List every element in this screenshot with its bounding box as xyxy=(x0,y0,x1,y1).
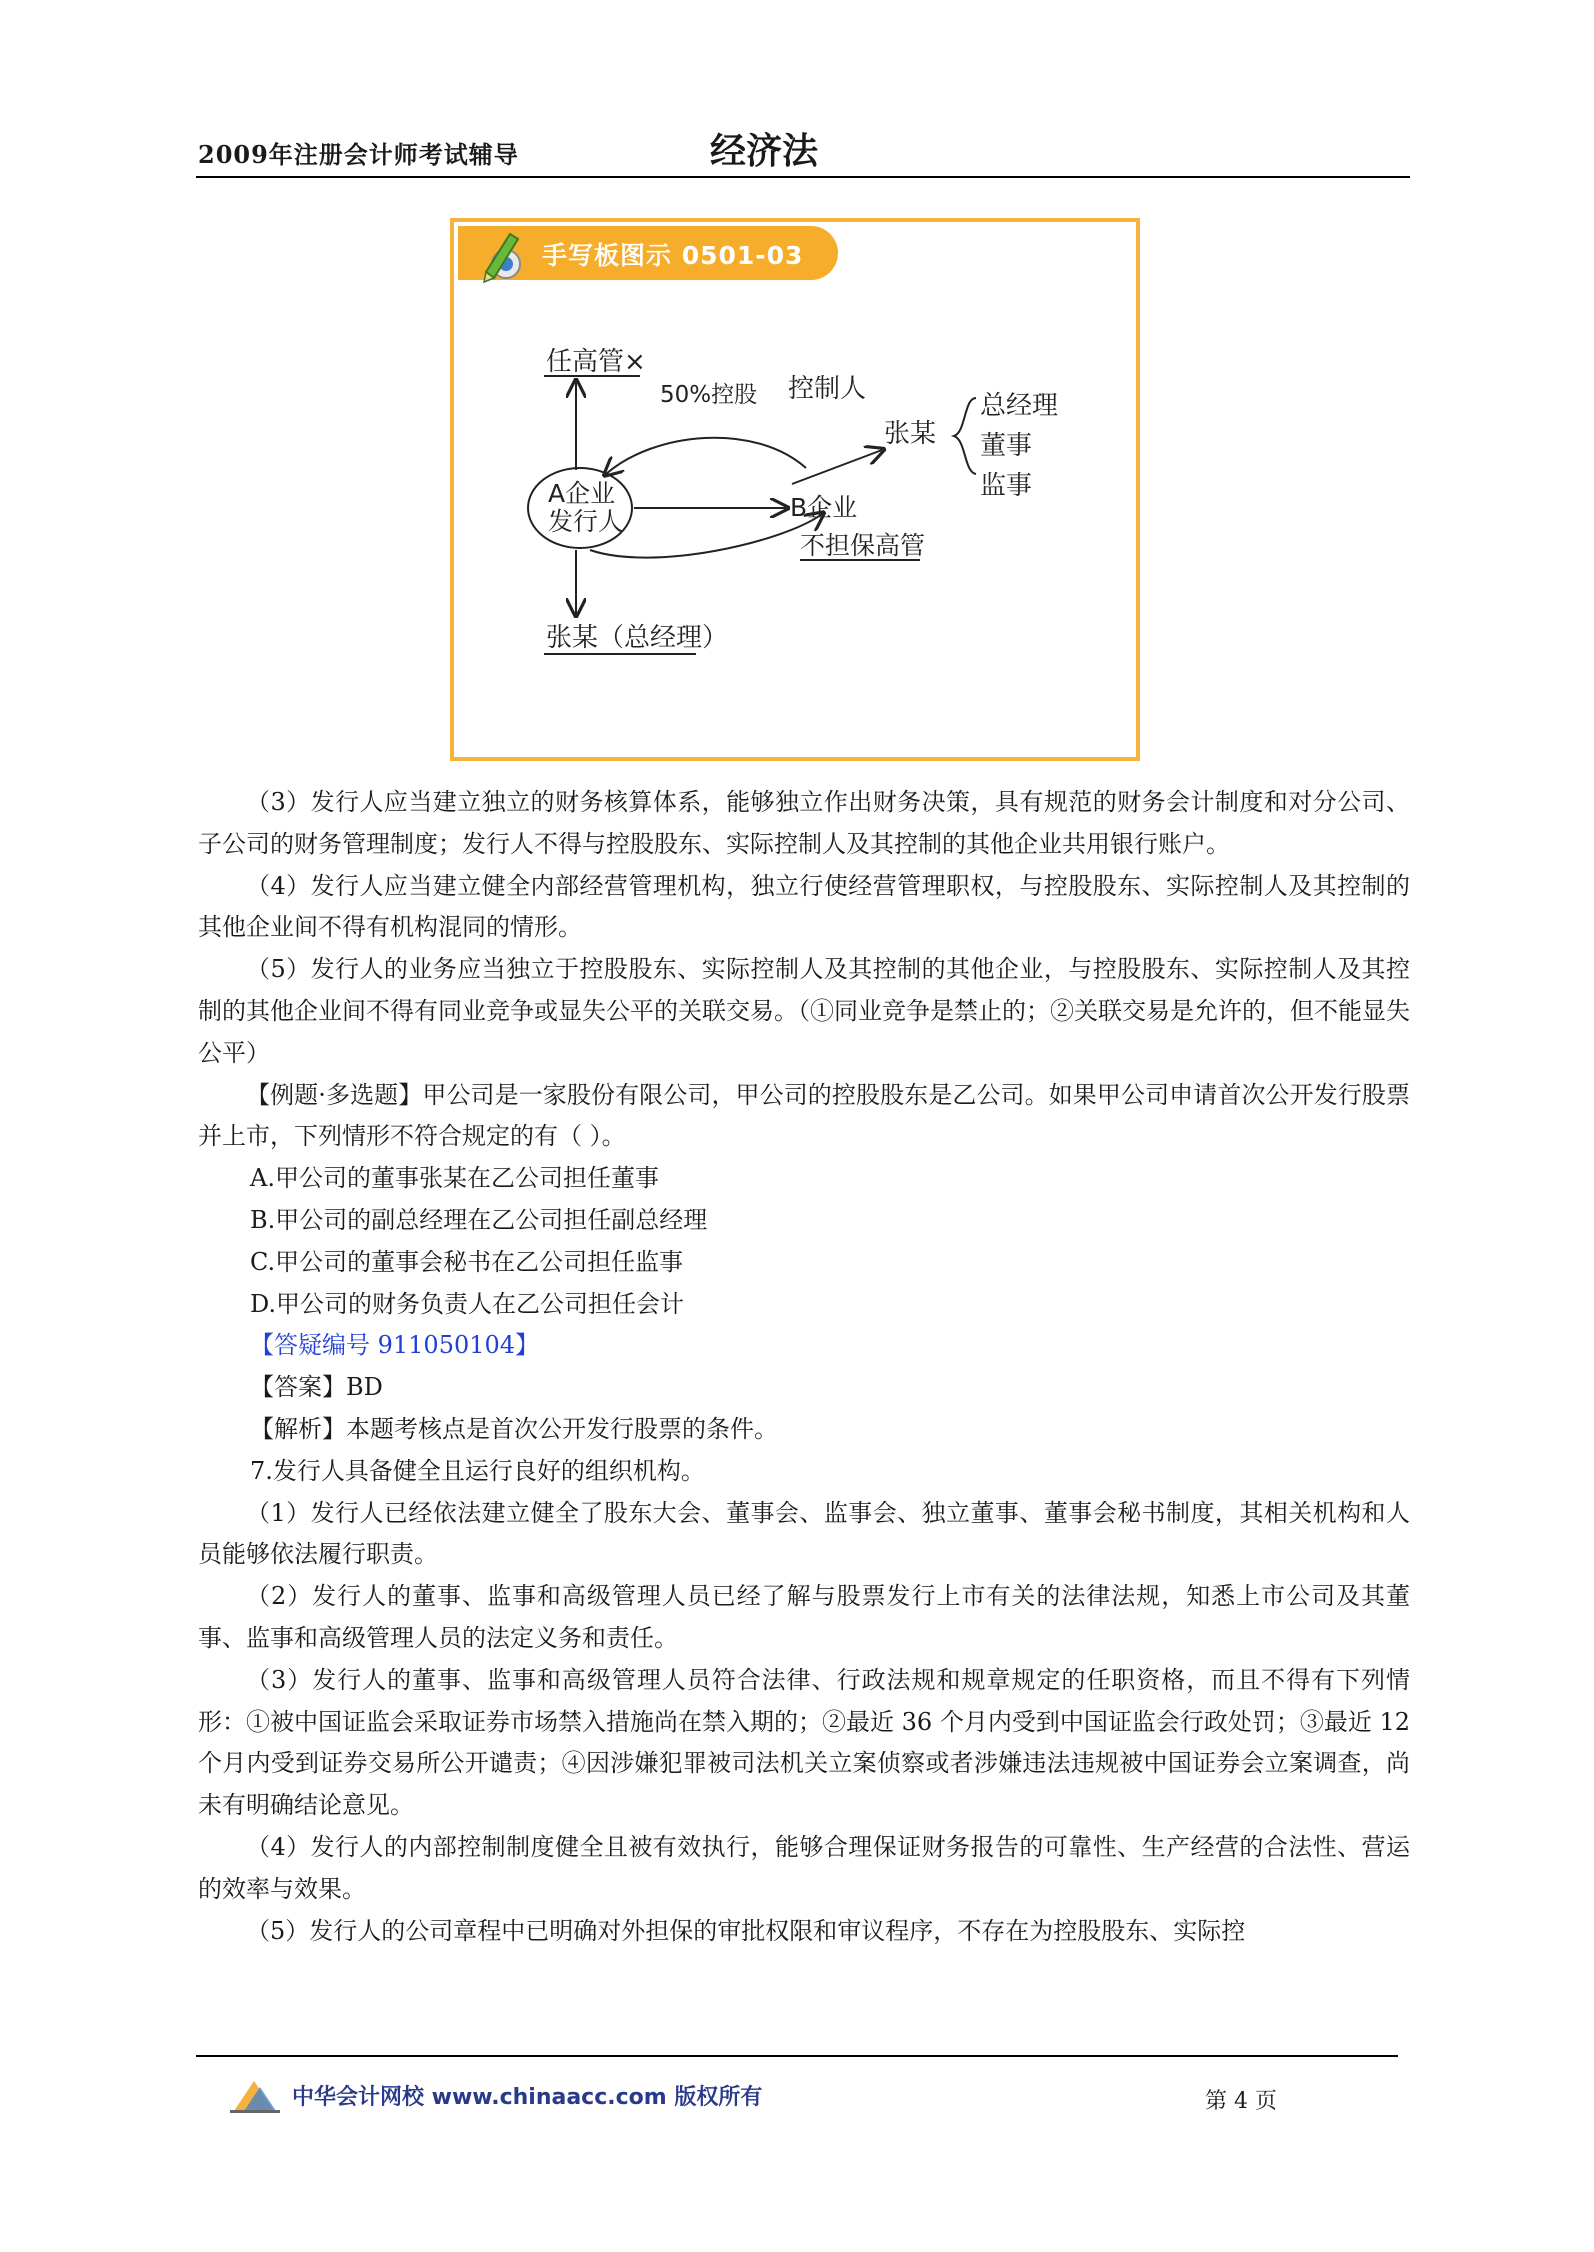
header-subject: 经济法 xyxy=(710,130,819,172)
label-b-enterprise: B企业 xyxy=(790,493,858,522)
page-number: 第 4 页 xyxy=(1205,2089,1277,2114)
body-paragraph: （5）发行人的公司章程中已明确对外担保的审批权限和审议程序，不存在为控股股东、实际控 xyxy=(246,1916,1246,1945)
body-paragraph: B.甲公司的副总经理在乙公司担任副总经理 xyxy=(250,1205,708,1234)
label-ren-gaoguan: 任高管× xyxy=(546,347,646,377)
body-paragraph: （3）发行人的董事、监事和高级管理人员符合法律、行政法规和规章规定的任职资格，而且不得有下列情形：①被中国证监会采取证券市场禁入措施尚在禁入期的；②最近 36 个月内受到中国证监会行政处罚；③最近 12 个月内受到证券交易所公开谴责；④因涉嫌犯罪被司法机关立案侦察或者涉嫌违法违规被中国证券会立案调查，尚未有明确结论意见。 xyxy=(198,1665,1410,1820)
footer-brand: 中华会计网校 www.chinaacc.com 版权所有 xyxy=(292,2085,763,2110)
school-logo-icon xyxy=(230,2077,280,2115)
brace-roles xyxy=(954,398,976,474)
label-zhang-mou: 张某 xyxy=(884,419,937,449)
label-controller: 控制人 xyxy=(788,374,867,404)
header-course-title: 2009年注册会计师考试辅导 xyxy=(198,140,519,169)
label-issuer: 发行人 xyxy=(548,507,624,536)
page-header xyxy=(196,118,1410,178)
label-supervisor: 监事 xyxy=(980,471,1033,501)
label-holding: 50%控股 xyxy=(660,382,758,408)
body-text xyxy=(198,782,1410,1952)
handwriting-board-figure xyxy=(450,218,1140,761)
body-paragraph: D.甲公司的财务负责人在乙公司担任会计 xyxy=(250,1289,685,1318)
body-paragraph: （3）发行人应当建立独立的财务核算体系，能够独立作出财务决策，具有规范的财务会计制度和对分公司、子公司的财务管理制度；发行人不得与控股股东、实际控制人及其控制的其他企业共用银行账户。 xyxy=(198,788,1410,858)
body-paragraph: 7.发行人具备健全且运行良好的组织机构。 xyxy=(250,1456,705,1485)
arrow-b-to-a xyxy=(590,514,822,558)
label-general-manager: 总经理 xyxy=(980,391,1059,421)
body-paragraph: 【解析】本题考核点是首次公开发行股票的条件。 xyxy=(250,1414,778,1443)
body-paragraph: （2）发行人的董事、监事和高级管理人员已经了解与股票发行上市有关的法律法规，知悉上市公司及其董事、监事和高级管理人员的法定义务和责任。 xyxy=(198,1582,1410,1652)
footer-divider xyxy=(196,2055,1398,2057)
body-paragraph: （4）发行人应当建立健全内部经营管理机构，独立行使经营管理职权，与控股股东、实际控制人及其控制的其他企业间不得有机构混同的情形。 xyxy=(198,871,1410,942)
header-divider xyxy=(196,176,1410,178)
arrow-holding xyxy=(606,438,806,474)
ownership-diagram xyxy=(454,222,1136,757)
body-paragraph: 【答疑编号 911050104】 xyxy=(250,1331,540,1360)
body-paragraph: （4）发行人的内部控制制度健全且被有效执行，能够合理保证财务报告的可靠性、生产经营的合法性、营运的效率与效果。 xyxy=(198,1832,1410,1903)
body-paragraph: （1）发行人已经依法建立健全了股东大会、董事会、监事会、独立董事、董事会秘书制度，其相关机构和人员能够依法履行职责。 xyxy=(198,1498,1410,1569)
label-zhang-gm: 张某（总经理） xyxy=(546,623,729,653)
label-a-enterprise: A企业 xyxy=(548,479,616,508)
body-paragraph: 【例题·多选题】甲公司是一家股份有限公司，甲公司的控股股东是乙公司。如果甲公司申请首次公开发行股票并上市，下列情形不符合规定的有（ ）。 xyxy=(198,1080,1410,1151)
board-title: 手写板图示 0501-03 xyxy=(542,241,804,270)
body-paragraph: C.甲公司的董事会秘书在乙公司担任监事 xyxy=(250,1247,684,1276)
body-paragraph: A.甲公司的董事张某在乙公司担任董事 xyxy=(250,1164,659,1193)
label-director: 董事 xyxy=(980,431,1033,461)
label-no-exec: 不担保高管 xyxy=(800,531,926,560)
body-paragraph: 【答案】BD xyxy=(250,1373,383,1402)
body-paragraph: （5）发行人的业务应当独立于控股股东、实际控制人及其控制的其他企业，与控股股东、实际控制人及其控制的其他企业间不得有同业竞争或显失公平的关联交易。（①同业竞争是禁止的；②关联交易是允许的，但不能显失公平） xyxy=(198,955,1410,1067)
